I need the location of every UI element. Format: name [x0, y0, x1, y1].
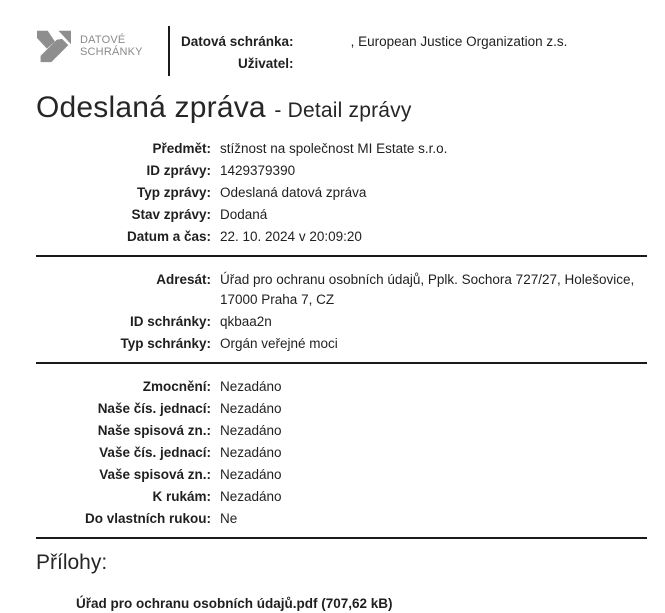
- our-file-number-value: Nezadáno: [220, 423, 282, 438]
- datove-schranky-logo: [36, 26, 166, 63]
- reference-info-table: [36, 376, 283, 530]
- our-ref-number-value: Nezadáno: [220, 401, 282, 416]
- table-row: [36, 486, 283, 508]
- to-hands-label: K rukám:: [152, 489, 211, 504]
- header-info: [180, 31, 568, 75]
- table-row: [36, 376, 283, 398]
- table-row: [36, 269, 647, 311]
- header-databox-row: [180, 31, 568, 53]
- datetime-value: 22. 10. 2024 v 20:09:20: [220, 229, 362, 244]
- table-row: [36, 226, 448, 248]
- recipient-label: Adresát:: [156, 272, 211, 287]
- message-state-label: Stav zprávy:: [131, 207, 211, 222]
- logo-wordmark-line1: DATOVÉ: [80, 33, 126, 46]
- datetime-label: Datum a čas:: [126, 229, 211, 244]
- message-id-label: ID zprávy:: [146, 163, 211, 178]
- your-ref-number-value: Nezadáno: [220, 445, 282, 460]
- subject-value: stížnost na společnost MI Estate s.r.o.: [220, 141, 448, 156]
- table-row: [36, 311, 647, 333]
- message-id-value: 1429379390: [220, 163, 296, 178]
- recipient-value: Úřad pro ochranu osobních údajů, Pplk. Sochora 727/27, Holešovice, 17000 Praha 7, CZ: [220, 272, 635, 307]
- table-row: [36, 442, 283, 464]
- box-id-value: qkbaa2n: [220, 314, 272, 329]
- table-row: [36, 333, 647, 355]
- message-type-value: Odeslaná datová zpráva: [220, 185, 367, 200]
- section-divider: [36, 255, 647, 257]
- databox-value: , European Justice Organization z.s.: [350, 34, 568, 49]
- recipient-info-table: [36, 269, 647, 355]
- personal-delivery-label: Do vlastních rukou:: [84, 511, 211, 526]
- table-row: [36, 138, 448, 160]
- message-type-label: Typ zprávy:: [136, 185, 211, 200]
- table-row: [36, 182, 448, 204]
- table-row: [36, 464, 283, 486]
- mandate-label: Zmocnění:: [142, 379, 211, 394]
- our-ref-number-label: Naše čís. jednací:: [97, 401, 211, 416]
- datove-schranky-logo-icon: [36, 29, 72, 63]
- our-file-number-label: Naše spisová zn.:: [97, 423, 211, 438]
- table-row: [36, 160, 448, 182]
- table-row: [36, 420, 283, 442]
- section-divider: [36, 362, 647, 364]
- attachments-heading: Přílohy:: [36, 551, 108, 574]
- page-title-main: Odeslaná zpráva: [36, 91, 266, 124]
- box-type-label: Typ schránky:: [120, 336, 211, 351]
- your-file-number-label: Vaše spisová zn.:: [99, 467, 211, 482]
- table-row: [36, 508, 283, 530]
- table-row: [36, 398, 283, 420]
- page-title: [36, 91, 647, 125]
- page-title-sub: - Detail zprávy: [274, 99, 412, 122]
- header-divider: [168, 26, 170, 76]
- to-hands-value: Nezadáno: [220, 489, 282, 504]
- your-ref-number-label: Vaše čís. jednací:: [99, 445, 211, 460]
- databox-label: Datová schránka:: [181, 34, 294, 49]
- section-divider: [36, 537, 647, 539]
- user-value: [295, 53, 569, 75]
- user-label: Uživatel:: [238, 56, 294, 71]
- table-row: [36, 204, 448, 226]
- box-id-label: ID schránky:: [129, 314, 211, 329]
- message-info-table: [36, 138, 448, 248]
- logo-wordmark-line2: SCHRÁNKY: [80, 46, 143, 58]
- mandate-value: Nezadáno: [220, 379, 282, 394]
- subject-label: Předmět:: [152, 141, 211, 156]
- header-user-row: [180, 53, 568, 75]
- message-state-value: Dodaná: [220, 207, 268, 222]
- attachment-item[interactable]: Úřad pro ochranu osobních údajů.pdf (707,62 kB): [76, 596, 393, 611]
- personal-delivery-value: Ne: [220, 511, 238, 526]
- your-file-number-value: Nezadáno: [220, 467, 282, 482]
- logo-wordmark: [80, 34, 143, 59]
- box-type-value: Orgán veřejné moci: [220, 336, 338, 351]
- header: [36, 26, 647, 76]
